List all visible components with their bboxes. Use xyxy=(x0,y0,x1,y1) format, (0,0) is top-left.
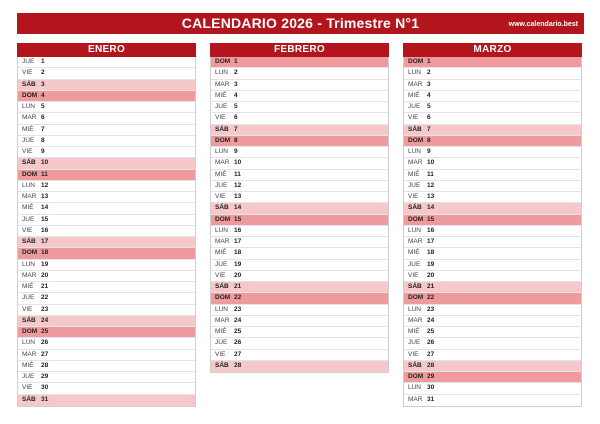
day-number: 31 xyxy=(427,395,435,403)
day-number: 31 xyxy=(41,395,49,403)
day-row xyxy=(404,383,581,394)
day-row xyxy=(404,372,581,383)
day-weekday: SÁB xyxy=(22,80,36,88)
day-weekday: VIE xyxy=(408,271,419,279)
day-row xyxy=(404,68,581,79)
month-enero xyxy=(17,43,196,407)
day-number: 17 xyxy=(234,238,242,245)
day-weekday: MIÉ xyxy=(408,91,420,99)
day-row xyxy=(211,203,388,214)
day-number: 13 xyxy=(234,193,242,200)
day-row xyxy=(211,350,388,361)
day-number: 27 xyxy=(41,350,49,358)
day-row xyxy=(18,136,195,147)
day-weekday: SÁB xyxy=(408,283,422,290)
day-weekday: VIE xyxy=(22,305,33,313)
day-number: 10 xyxy=(41,159,49,167)
day-weekday: MIÉ xyxy=(215,91,227,99)
day-row xyxy=(18,192,195,203)
day-row xyxy=(211,147,388,158)
day-weekday: MIÉ xyxy=(215,170,227,178)
day-weekday: VIE xyxy=(408,114,419,122)
day-weekday: SÁB xyxy=(22,395,36,403)
day-number: 19 xyxy=(427,260,435,268)
day-row xyxy=(404,215,581,226)
day-row xyxy=(211,113,388,124)
day-row xyxy=(211,68,388,79)
day-row xyxy=(404,125,581,136)
day-number: 8 xyxy=(41,136,45,144)
day-row xyxy=(211,305,388,316)
day-weekday: LUN xyxy=(408,226,422,234)
calendar-title: CALENDARIO 2026 - Trimestre N°1 xyxy=(181,15,420,31)
day-weekday: JUE xyxy=(215,181,228,189)
day-number: 10 xyxy=(234,159,242,167)
day-weekday: SÁB xyxy=(408,361,422,369)
day-weekday: DOM xyxy=(22,170,38,178)
day-row xyxy=(211,260,388,271)
day-number: 20 xyxy=(41,271,49,279)
month-febrero xyxy=(210,43,389,373)
day-weekday: JUE xyxy=(22,58,35,65)
day-row xyxy=(404,136,581,147)
day-weekday: JUE xyxy=(408,339,421,347)
day-row xyxy=(211,102,388,113)
day-row xyxy=(18,102,195,113)
day-weekday: SÁB xyxy=(408,204,422,212)
day-row xyxy=(211,237,388,248)
day-row xyxy=(18,158,195,169)
day-row xyxy=(404,80,581,91)
day-row xyxy=(18,260,195,271)
day-weekday: DOM xyxy=(408,58,424,65)
day-number: 21 xyxy=(41,283,49,290)
day-number: 17 xyxy=(427,238,435,245)
day-row xyxy=(404,192,581,203)
day-weekday: MIÉ xyxy=(215,328,227,335)
day-row xyxy=(404,113,581,124)
day-weekday: DOM xyxy=(22,249,38,257)
day-weekday: LUN xyxy=(408,384,422,392)
day-weekday: JUE xyxy=(22,373,35,380)
day-weekday: LUN xyxy=(22,181,36,189)
day-row xyxy=(18,282,195,293)
day-weekday: DOM xyxy=(22,91,38,99)
day-weekday: JUE xyxy=(215,260,228,268)
day-row xyxy=(404,91,581,102)
day-number: 6 xyxy=(234,114,238,122)
day-number: 27 xyxy=(234,350,242,358)
day-row xyxy=(211,327,388,338)
day-number: 22 xyxy=(41,294,49,302)
day-row xyxy=(211,215,388,226)
day-number: 18 xyxy=(41,249,49,257)
month-title: MARZO xyxy=(403,43,582,57)
day-weekday: MAR xyxy=(408,395,423,403)
day-row xyxy=(404,395,581,406)
day-row xyxy=(18,113,195,124)
day-row xyxy=(404,316,581,327)
day-weekday: JUE xyxy=(215,103,228,110)
day-row xyxy=(18,237,195,248)
day-row xyxy=(18,215,195,226)
day-number: 5 xyxy=(427,103,431,110)
day-weekday: SÁB xyxy=(408,125,422,133)
day-number: 28 xyxy=(41,361,49,369)
day-number: 28 xyxy=(427,361,435,369)
day-number: 2 xyxy=(41,69,45,77)
day-number: 20 xyxy=(427,271,435,279)
day-weekday: DOM xyxy=(215,294,231,302)
day-number: 30 xyxy=(41,384,49,392)
day-weekday: VIE xyxy=(215,271,226,279)
day-weekday: JUE xyxy=(22,294,35,302)
day-weekday: DOM xyxy=(22,328,38,335)
day-weekday: LUN xyxy=(22,339,36,347)
day-weekday: JUE xyxy=(408,103,421,110)
day-number: 9 xyxy=(427,148,431,155)
day-number: 13 xyxy=(427,193,435,200)
day-number: 4 xyxy=(234,91,238,99)
day-number: 29 xyxy=(427,373,435,380)
day-weekday: MAR xyxy=(215,238,230,245)
day-number: 14 xyxy=(41,204,49,212)
day-row xyxy=(404,271,581,282)
day-row xyxy=(18,316,195,327)
day-row xyxy=(211,91,388,102)
day-row xyxy=(18,181,195,192)
day-number: 23 xyxy=(427,305,435,313)
day-number: 7 xyxy=(427,125,431,133)
day-number: 16 xyxy=(234,226,242,234)
day-weekday: SÁB xyxy=(215,125,229,133)
day-row xyxy=(18,248,195,259)
day-number: 16 xyxy=(41,226,49,234)
site-link[interactable]: www.calendario.best xyxy=(508,21,578,28)
day-weekday: LUN xyxy=(215,226,229,234)
day-weekday: MAR xyxy=(22,350,37,358)
day-row xyxy=(404,203,581,214)
day-weekday: DOM xyxy=(215,215,231,223)
day-number: 23 xyxy=(234,305,242,313)
day-number: 24 xyxy=(41,316,49,324)
day-weekday: LUN xyxy=(408,305,422,313)
day-row xyxy=(18,383,195,394)
day-number: 18 xyxy=(234,249,242,257)
day-weekday: MAR xyxy=(22,193,37,200)
day-number: 22 xyxy=(427,294,435,302)
day-number: 8 xyxy=(234,136,238,144)
day-row xyxy=(404,248,581,259)
day-number: 19 xyxy=(234,260,242,268)
day-weekday: VIE xyxy=(22,69,33,77)
day-number: 1 xyxy=(41,58,45,65)
day-row xyxy=(211,181,388,192)
day-row xyxy=(18,271,195,282)
day-row xyxy=(18,226,195,237)
day-number: 28 xyxy=(234,361,242,369)
day-row xyxy=(404,102,581,113)
day-weekday: DOM xyxy=(215,136,231,144)
day-number: 7 xyxy=(234,125,238,133)
day-weekday: SÁB xyxy=(215,283,229,290)
day-weekday: MAR xyxy=(215,159,230,167)
day-weekday: LUN xyxy=(215,148,229,155)
day-row xyxy=(18,361,195,372)
day-number: 15 xyxy=(41,215,49,223)
day-number: 26 xyxy=(41,339,49,347)
day-number: 26 xyxy=(234,339,242,347)
day-number: 5 xyxy=(41,103,45,110)
day-row xyxy=(211,136,388,147)
day-number: 23 xyxy=(41,305,49,313)
day-weekday: SÁB xyxy=(215,204,229,212)
day-number: 11 xyxy=(234,170,241,178)
day-number: 10 xyxy=(427,159,435,167)
day-row xyxy=(404,57,581,68)
day-number: 13 xyxy=(41,193,49,200)
day-number: 30 xyxy=(427,384,435,392)
day-row xyxy=(404,226,581,237)
day-number: 6 xyxy=(427,114,431,122)
day-weekday: MIÉ xyxy=(215,249,227,257)
day-row xyxy=(18,327,195,338)
day-row xyxy=(18,57,195,68)
day-row xyxy=(404,170,581,181)
day-number: 4 xyxy=(41,91,45,99)
day-number: 22 xyxy=(234,294,242,302)
day-number: 6 xyxy=(41,114,45,122)
day-row xyxy=(18,147,195,158)
day-weekday: SÁB xyxy=(215,361,229,369)
day-number: 3 xyxy=(41,80,45,88)
day-weekday: MIÉ xyxy=(22,204,34,212)
day-weekday: SÁB xyxy=(22,159,36,167)
day-list xyxy=(403,57,582,407)
day-weekday: MIÉ xyxy=(22,283,34,290)
day-number: 14 xyxy=(234,204,242,212)
day-weekday: MAR xyxy=(215,80,230,88)
day-number: 9 xyxy=(234,148,238,155)
day-row xyxy=(404,305,581,316)
day-number: 24 xyxy=(234,316,242,324)
day-row xyxy=(404,338,581,349)
day-weekday: VIE xyxy=(215,193,226,200)
day-number: 21 xyxy=(427,283,435,290)
day-row xyxy=(18,170,195,181)
day-row xyxy=(211,192,388,203)
day-row xyxy=(18,305,195,316)
day-number: 12 xyxy=(234,181,242,189)
day-weekday: DOM xyxy=(408,136,424,144)
day-number: 19 xyxy=(41,260,49,268)
day-row xyxy=(211,170,388,181)
month-marzo xyxy=(403,43,582,407)
day-number: 26 xyxy=(427,339,435,347)
day-number: 4 xyxy=(427,91,431,99)
day-row xyxy=(18,372,195,383)
day-row xyxy=(18,80,195,91)
day-row xyxy=(211,271,388,282)
day-row xyxy=(211,338,388,349)
day-number: 14 xyxy=(427,204,435,212)
day-weekday: MAR xyxy=(408,238,423,245)
day-weekday: MAR xyxy=(22,114,37,122)
day-number: 18 xyxy=(427,249,435,257)
day-row xyxy=(404,147,581,158)
day-weekday: DOM xyxy=(408,373,424,380)
day-row xyxy=(404,181,581,192)
day-number: 25 xyxy=(234,328,242,335)
day-number: 25 xyxy=(41,328,49,335)
day-row xyxy=(18,125,195,136)
day-weekday: JUE xyxy=(408,181,421,189)
day-weekday: MIÉ xyxy=(408,328,420,335)
day-row xyxy=(211,158,388,169)
day-weekday: LUN xyxy=(408,148,422,155)
day-row xyxy=(404,282,581,293)
day-weekday: JUE xyxy=(22,215,35,223)
day-weekday: DOM xyxy=(408,294,424,302)
day-weekday: LUN xyxy=(408,69,422,77)
day-number: 15 xyxy=(427,215,435,223)
day-weekday: MAR xyxy=(22,271,37,279)
day-weekday: MIÉ xyxy=(22,361,34,369)
day-number: 11 xyxy=(41,170,48,178)
day-weekday: JUE xyxy=(22,136,35,144)
day-weekday: SÁB xyxy=(22,238,36,245)
day-row xyxy=(211,125,388,136)
day-weekday: MIÉ xyxy=(22,125,34,133)
day-number: 1 xyxy=(427,58,431,65)
day-weekday: JUE xyxy=(215,339,228,347)
day-weekday: MAR xyxy=(215,316,230,324)
day-weekday: VIE xyxy=(22,226,33,234)
day-row xyxy=(211,226,388,237)
day-number: 8 xyxy=(427,136,431,144)
day-weekday: JUE xyxy=(408,260,421,268)
day-row xyxy=(18,350,195,361)
day-row xyxy=(404,293,581,304)
day-number: 2 xyxy=(234,69,238,77)
calendar-header xyxy=(17,13,584,34)
day-number: 15 xyxy=(234,215,242,223)
day-weekday: VIE xyxy=(408,350,419,358)
day-row xyxy=(18,395,195,406)
day-number: 3 xyxy=(427,80,431,88)
day-number: 5 xyxy=(234,103,238,110)
day-row xyxy=(18,203,195,214)
day-number: 27 xyxy=(427,350,435,358)
day-weekday: MIÉ xyxy=(408,170,420,178)
day-number: 3 xyxy=(234,80,238,88)
day-weekday: MAR xyxy=(408,80,423,88)
day-row xyxy=(18,338,195,349)
day-list xyxy=(210,57,389,373)
day-weekday: MIÉ xyxy=(408,249,420,257)
day-row xyxy=(211,361,388,372)
day-number: 20 xyxy=(234,271,242,279)
day-row xyxy=(404,237,581,248)
day-weekday: VIE xyxy=(22,384,33,392)
day-weekday: DOM xyxy=(408,215,424,223)
day-row xyxy=(211,316,388,327)
day-number: 24 xyxy=(427,316,435,324)
day-weekday: MAR xyxy=(408,159,423,167)
day-weekday: LUN xyxy=(22,103,36,110)
day-number: 11 xyxy=(427,170,434,178)
day-row xyxy=(211,248,388,259)
month-title: ENERO xyxy=(17,43,196,57)
day-row xyxy=(211,282,388,293)
day-number: 21 xyxy=(234,283,242,290)
day-row xyxy=(404,350,581,361)
day-number: 9 xyxy=(41,148,45,155)
day-number: 29 xyxy=(41,373,49,380)
month-title: FEBRERO xyxy=(210,43,389,57)
day-number: 12 xyxy=(41,181,49,189)
day-weekday: VIE xyxy=(215,114,226,122)
day-row xyxy=(404,361,581,372)
day-number: 16 xyxy=(427,226,435,234)
day-weekday: LUN xyxy=(215,69,229,77)
day-row xyxy=(18,91,195,102)
day-weekday: LUN xyxy=(215,305,229,313)
day-row xyxy=(211,293,388,304)
day-row xyxy=(404,158,581,169)
day-number: 7 xyxy=(41,125,45,133)
day-weekday: VIE xyxy=(408,193,419,200)
day-row xyxy=(404,260,581,271)
day-weekday: VIE xyxy=(215,350,226,358)
day-number: 25 xyxy=(427,328,435,335)
day-weekday: LUN xyxy=(22,260,36,268)
day-weekday: MAR xyxy=(408,316,423,324)
day-number: 17 xyxy=(41,238,49,245)
day-weekday: SÁB xyxy=(22,316,36,324)
day-row xyxy=(18,68,195,79)
day-row xyxy=(211,80,388,91)
day-row xyxy=(18,293,195,304)
day-row xyxy=(211,57,388,68)
day-weekday: DOM xyxy=(215,58,231,65)
day-number: 1 xyxy=(234,58,238,65)
day-list xyxy=(17,57,196,407)
day-row xyxy=(404,327,581,338)
day-weekday: VIE xyxy=(22,148,33,155)
day-number: 2 xyxy=(427,69,431,77)
day-number: 12 xyxy=(427,181,435,189)
